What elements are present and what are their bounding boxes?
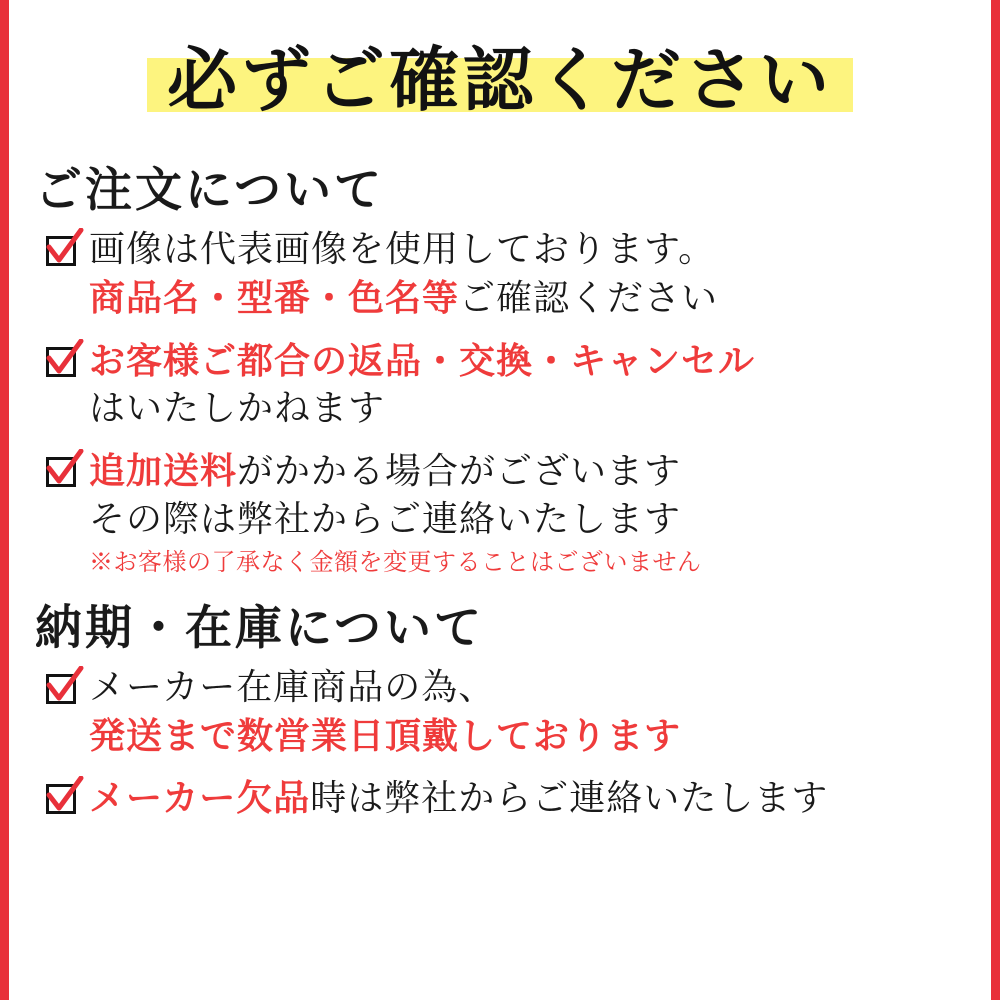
list-line: メーカー在庫商品の為、 — [89, 667, 496, 708]
section-heading-delivery: 納期・在庫について — [35, 601, 485, 656]
list-item — [43, 447, 991, 578]
checkbox-checked-icon — [43, 780, 83, 820]
list-line: 発送まで数営業日頂戴しております — [89, 715, 682, 757]
list-item-text — [89, 447, 991, 578]
list-line: お客様ご都合の返品・交換・キャンセル — [89, 340, 756, 382]
list-item-text — [89, 774, 991, 823]
checkbox-checked-icon — [43, 453, 83, 493]
list-line — [89, 447, 991, 496]
list-item — [43, 226, 991, 323]
section-heading-order: ご注文について — [35, 163, 385, 218]
list-item — [43, 337, 991, 433]
emphasis-text: メーカー欠品 — [89, 777, 311, 819]
checkbox-checked-icon — [43, 670, 83, 710]
list-line: その際は弊社からご連絡いたします — [89, 499, 682, 540]
list-line-suffix: ご確認ください — [459, 278, 719, 319]
list-item-text — [89, 226, 991, 323]
list-item-note: ※お客様の了承なく金額を変更することはございません — [89, 548, 702, 576]
list-item — [43, 664, 991, 760]
emphasis-text: 商品名・型番・色名等 — [89, 277, 460, 319]
page-title-text: 必ずご確認ください — [167, 38, 833, 121]
list-line-suffix: がかかる場合がございます — [237, 451, 682, 492]
list-item-text — [89, 337, 991, 433]
list-line-suffix: 時は弊社からご連絡いたします — [310, 778, 829, 819]
list-line — [89, 774, 991, 823]
page-title — [9, 28, 991, 136]
checkbox-checked-icon — [43, 343, 83, 383]
list-line: はいたしかねます — [89, 388, 386, 429]
emphasis-text: 追加送料 — [89, 450, 238, 492]
list-line: 画像は代表画像を使用しております。 — [89, 229, 716, 270]
right-border-accent — [991, 0, 1000, 1000]
list-item-text — [89, 664, 991, 760]
list-line — [89, 274, 991, 323]
left-border-accent — [0, 0, 9, 1000]
notice-content — [9, 0, 991, 1000]
checkbox-checked-icon — [43, 232, 83, 272]
list-item — [43, 774, 991, 823]
